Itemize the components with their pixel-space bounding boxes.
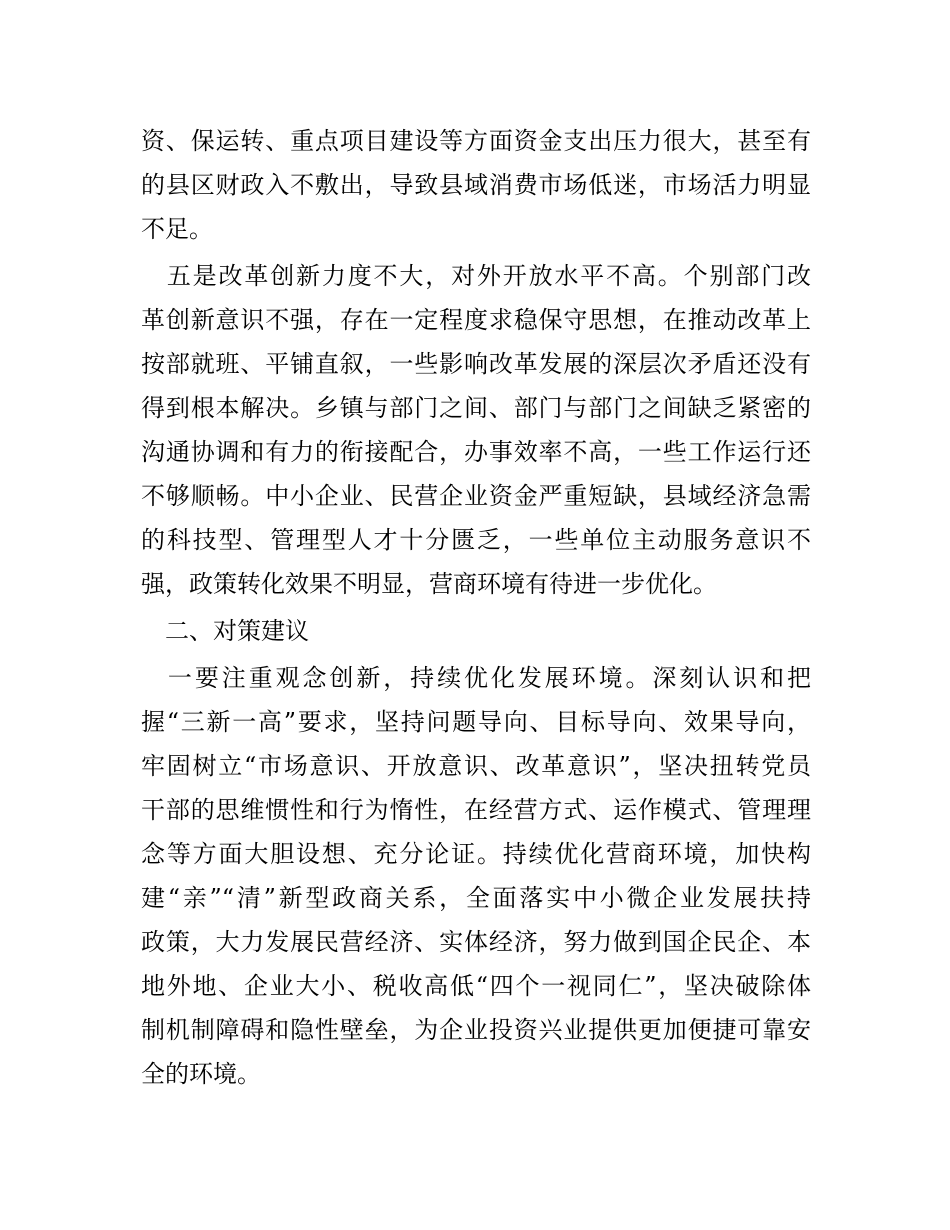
text-line: 政策，大力发展民营经济、实体经济，努力做到国企民企、本 (141, 928, 811, 956)
text-line: 全的环境。 (141, 1060, 261, 1088)
text-line: 不够顺畅。中小企业、民营企业资金严重短缺，县域经济急需 (141, 482, 811, 510)
text-line: 按部就班、平铺直叙，一些影响改革发展的深层次矛盾还没有 (141, 350, 811, 378)
paragraph-reform-innovation (141, 254, 811, 606)
text-line: 强，政策转化效果不明显，营商环境有待进一步优化。 (141, 570, 717, 598)
text-line: 的科技型、管理型人才十分匮乏，一些单位主动服务意识不 (141, 526, 811, 554)
text-line: 制机制障碍和隐性壁垒，为企业投资兴业提供更加便捷可靠安 (141, 1016, 811, 1044)
text-line: 沟通协调和有力的衔接配合，办事效率不高，一些工作运行还 (141, 438, 811, 466)
text-line: 建“亲”“清”新型政商关系，全面落实中小微企业发展扶持 (141, 884, 811, 912)
section-heading-text: 二、对策建议 (141, 617, 309, 645)
paragraph-concept-innovation (141, 656, 811, 1096)
text-line: 一要注重观念创新，持续优化发展环境。深刻认识和把 (141, 664, 811, 692)
text-line: 得到根本解决。乡镇与部门之间、部门与部门之间缺乏紧密的 (141, 394, 811, 422)
text-line: 念等方面大胆设想、充分论证。持续优化营商环境，加快构 (141, 840, 811, 868)
section-heading (141, 609, 811, 653)
document-body (141, 119, 811, 1099)
text-line: 的县区财政入不敷出，导致县域消费市场低迷，市场活力明显 (141, 171, 811, 199)
text-line: 革创新意识不强，存在一定程度求稳保守思想，在推动改革上 (141, 306, 811, 334)
text-line: 干部的思维惯性和行为惰性，在经营方式、运作模式、管理理 (141, 796, 811, 824)
text-line: 地外地、企业大小、税收高低“四个一视同仁”，坚决破除体 (141, 972, 811, 1000)
text-line: 资、保运转、重点项目建设等方面资金支出压力很大，甚至有 (141, 127, 811, 155)
text-line: 不足。 (141, 215, 213, 243)
text-line: 牢固树立“市场意识、开放意识、改革意识”，坚决扭转党员 (141, 752, 811, 780)
text-line: 握“三新一高”要求，坚持问题导向、目标导向、效果导向， (141, 708, 811, 736)
paragraph-fiscal-pressure (141, 119, 811, 251)
text-line: 五是改革创新力度不大，对外开放水平不高。个别部门改 (141, 262, 811, 290)
